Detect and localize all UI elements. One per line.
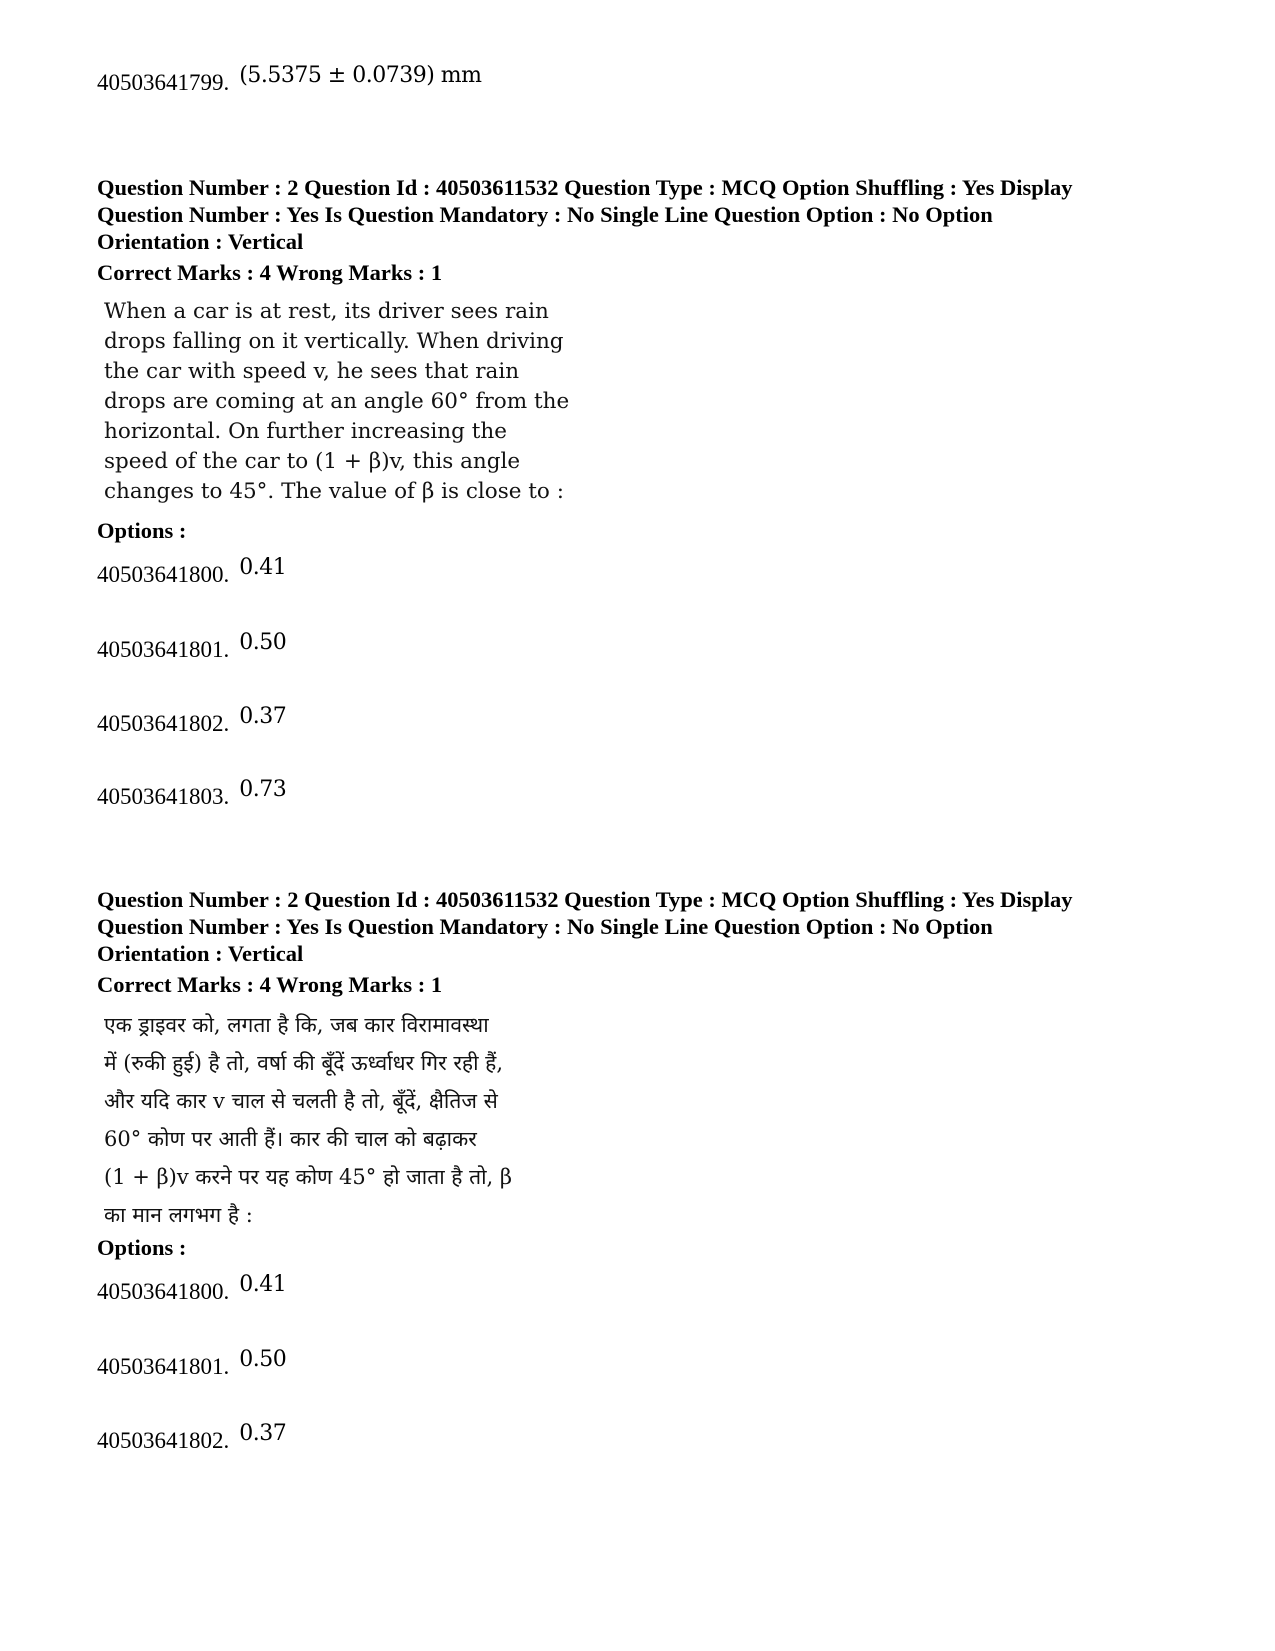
question-header-line: Orientation : Vertical [97,229,304,254]
question-text-line: का मान लगभग है : [104,1203,253,1227]
question-text-line: horizontal. On further increasing the [104,419,507,444]
question-text-line: (1 + β)v करने पर यह कोण 45° हो जाता है तो, β [104,1165,513,1189]
option-value: 0.50 [239,630,287,655]
option-id: 40503641802. [97,711,230,736]
option-value: 0.37 [239,704,287,729]
question-text-line: एक ड्राइवर को, लगता है कि, जब कार विरामावस्था [104,1013,489,1037]
question-marks: Correct Marks : 4 Wrong Marks : 1 [97,972,443,997]
option-id: 40503641800. [97,562,230,587]
option-row [97,63,482,96]
option-value: 0.37 [239,1421,287,1446]
question-header-line: Question Number : 2 Question Id : 40503611532 Question Type : MCQ Option Shuffling : Yes Display [97,887,1073,912]
question-marks: Correct Marks : 4 Wrong Marks : 1 [97,260,443,285]
option-row [97,704,287,737]
option-value: 0.50 [239,1347,287,1372]
option-value: 0.73 [239,777,287,802]
question-text-line: और यदि कार v चाल से चलती है तो, बूँदें, क्षैतिज से [104,1089,498,1113]
option-row [97,555,287,588]
option-value: (5.5375 ± 0.0739) mm [239,63,482,88]
question-text [104,297,574,507]
question-text-line: When a car is at rest, its driver sees rain [104,299,549,324]
option-id: 40503641803. [97,784,230,809]
option-value: 0.41 [239,1272,287,1297]
option-row [97,777,287,810]
question-text-line: speed of the car to (1 + β)v, this angle [104,449,521,474]
question-header [97,886,1217,967]
option-value: 0.41 [239,555,287,580]
question-text [104,1006,579,1234]
option-row [97,1347,287,1380]
question-header-line: Question Number : Yes Is Question Mandatory : No Single Line Question Option : No Option [97,202,993,227]
question-text-line: the car with speed v, he sees that rain [104,359,520,384]
option-id: 40503641799. [97,70,230,95]
question-header-line: Question Number : 2 Question Id : 40503611532 Question Type : MCQ Option Shuffling : Yes Display [97,175,1073,200]
question-header-line: Question Number : Yes Is Question Mandatory : No Single Line Question Option : No Option [97,914,993,939]
option-id: 40503641801. [97,1354,230,1379]
option-id: 40503641802. [97,1428,230,1453]
question-text-line: changes to 45°. The value of β is close to : [104,479,564,504]
question-header [97,174,1217,255]
options-label: Options : [97,518,187,543]
question-text-line: में (रुकी हुई) है तो, वर्षा की बूँदें ऊर्ध्वाधर गिर रही हैं, [104,1051,504,1075]
question-text-line: drops are coming at an angle 60° from the [104,389,570,414]
question-text-line: drops falling on it vertically. When driving [104,329,564,354]
option-row [97,1272,287,1305]
option-id: 40503641800. [97,1279,230,1304]
question-text-line: 60° कोण पर आती हैं। कार की चाल को बढ़ाकर [104,1127,477,1151]
question-header-line: Orientation : Vertical [97,941,304,966]
option-row [97,630,287,663]
options-label: Options : [97,1235,187,1260]
option-row [97,1421,287,1454]
option-id: 40503641801. [97,637,230,662]
